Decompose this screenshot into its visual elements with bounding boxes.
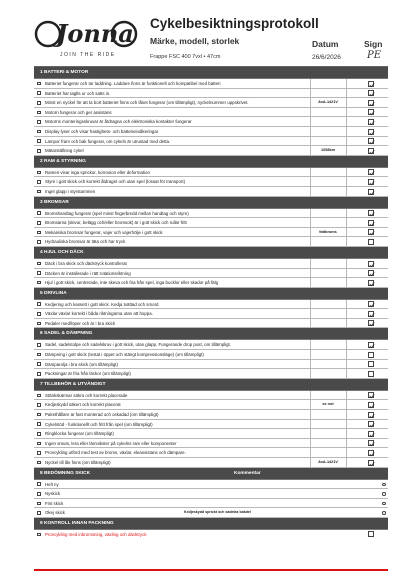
row-text: Ringklocka fungerar (om tillämpligt) xyxy=(45,431,114,437)
column-divider xyxy=(346,108,347,117)
row-marker xyxy=(37,190,41,194)
check-box[interactable] xyxy=(368,412,374,418)
checklist-row xyxy=(34,177,388,187)
row-marker xyxy=(37,130,41,134)
column-divider xyxy=(310,209,311,218)
check-box[interactable] xyxy=(368,531,374,537)
row-marker xyxy=(37,281,41,285)
checkmark-icon xyxy=(369,170,375,176)
check-box[interactable] xyxy=(368,261,374,267)
checkmark-icon xyxy=(369,343,375,349)
checkmark-icon xyxy=(369,190,375,196)
check-box[interactable] xyxy=(368,220,374,226)
checkmark-icon xyxy=(369,149,375,155)
column-divider xyxy=(346,228,347,237)
column-divider xyxy=(346,400,347,409)
column-divider xyxy=(310,168,311,177)
row-text: Inget glapp i styrstammen xyxy=(45,188,96,194)
row-text: Sadel, sadelstolpe och sadelskruv i gott skick, utan glapp. Fungerande drop post, om tillämpligt. xyxy=(45,342,231,348)
column-divider xyxy=(346,137,347,146)
column-divider xyxy=(346,309,347,318)
checklist-row xyxy=(34,300,388,310)
check-box[interactable] xyxy=(368,421,374,427)
check-box[interactable] xyxy=(368,100,374,106)
row-marker xyxy=(37,353,41,357)
column-divider xyxy=(310,391,311,400)
checkmark-icon xyxy=(369,432,375,438)
check-box[interactable] xyxy=(368,109,374,115)
column-divider xyxy=(310,79,311,88)
column-divider xyxy=(346,209,347,218)
column-divider xyxy=(310,269,311,278)
bike-info[interactable]: Frappe FSC 400 7vxl • 47cm xyxy=(150,54,221,60)
section-header: 2 RAM & STYRNING xyxy=(34,156,388,168)
row-marker xyxy=(37,221,41,225)
checklist-row xyxy=(34,350,388,360)
column-divider xyxy=(310,218,311,227)
column-divider xyxy=(310,187,311,196)
checklist-row xyxy=(34,400,388,410)
column-divider xyxy=(346,448,347,457)
row-marker xyxy=(37,511,41,515)
checklist-row xyxy=(34,259,388,269)
date-label: Datum xyxy=(312,39,339,49)
column-divider xyxy=(310,127,311,136)
column-divider xyxy=(310,137,311,146)
final-text: Provcykling med inbromsning, växling och däcktryck xyxy=(45,531,147,537)
grade-comment: Kedjeskydd sprickt och sadelax bakdel xyxy=(184,510,251,515)
column-divider xyxy=(346,98,347,107)
bike-logo-icon xyxy=(34,16,138,56)
grade-text: Nyskick xyxy=(45,491,61,497)
row-marker xyxy=(37,101,41,105)
bike-subtitle: Märke, modell, storlek xyxy=(150,36,240,46)
checklist-row xyxy=(34,360,388,370)
checklist-row xyxy=(34,237,388,247)
check-box[interactable] xyxy=(368,431,374,437)
page-title: Cykelbesiktningsprotokoll xyxy=(150,16,319,31)
column-divider xyxy=(310,300,311,309)
row-marker xyxy=(37,231,41,235)
final-row xyxy=(34,530,388,539)
row-marker xyxy=(37,171,41,175)
check-box[interactable] xyxy=(368,361,374,367)
column-divider xyxy=(346,177,347,186)
checkmark-icon xyxy=(369,82,375,88)
check-box[interactable] xyxy=(368,342,374,348)
checklist-row xyxy=(34,228,388,238)
column-divider xyxy=(310,237,311,246)
check-box[interactable] xyxy=(368,392,374,398)
row-marker xyxy=(37,240,41,244)
row-text: Styre i gott skick och korrekt åtdraget och utan spel (lossat för transport) xyxy=(45,179,186,185)
row-note: AxA-1421V xyxy=(318,100,338,105)
row-marker xyxy=(37,432,41,436)
row-marker xyxy=(37,394,41,398)
row-marker xyxy=(37,262,41,266)
column-divider xyxy=(310,309,311,318)
column-divider xyxy=(346,458,347,467)
grade-text: Helt ny xyxy=(45,481,59,487)
row-marker xyxy=(37,362,41,366)
row-text: Däcken är installerade i rätt rotationsriktning xyxy=(45,270,131,276)
column-divider xyxy=(310,360,311,369)
row-text: Stänkskärmar säkra och korrekt placerade xyxy=(45,392,128,398)
grade-text: Okej skick xyxy=(45,510,66,516)
row-marker xyxy=(37,312,41,316)
section-header: 4 HJUL OCH DÄCK xyxy=(34,247,388,259)
row-marker xyxy=(37,322,41,326)
checkmark-icon xyxy=(369,211,375,217)
grade-row xyxy=(34,480,388,490)
row-text: Pakethållare är fast monterad och oskadad (om tillämpligt) xyxy=(45,412,159,418)
row-text: Växlar växlar korrekt i båda riktningarna utan att hoppa. xyxy=(45,311,153,317)
column-divider xyxy=(346,429,347,438)
row-text: Batteriet har taglts ur och satts in. xyxy=(45,90,111,96)
check-box[interactable] xyxy=(368,169,374,175)
grade-row xyxy=(34,489,388,499)
checkmark-icon xyxy=(369,312,375,318)
checklist-row xyxy=(34,117,388,127)
checklist-row xyxy=(34,218,388,228)
row-marker xyxy=(37,82,41,86)
column-divider xyxy=(310,350,311,359)
checklist-row xyxy=(34,79,388,89)
row-marker xyxy=(37,502,41,506)
checkmark-icon xyxy=(369,120,375,126)
checklist-row xyxy=(34,108,388,118)
checklist-row xyxy=(34,340,388,350)
checkmark-icon xyxy=(369,403,375,409)
column-divider xyxy=(346,420,347,429)
section-header: 9 KONTROLL INNAN PACKNING xyxy=(34,518,388,530)
checklist-table xyxy=(34,66,388,539)
checkmark-icon xyxy=(369,281,375,287)
column-divider xyxy=(346,168,347,177)
grade-radio[interactable] xyxy=(382,483,386,487)
grade-radio[interactable] xyxy=(382,511,386,515)
section-header xyxy=(34,468,388,480)
grade-row xyxy=(34,499,388,509)
row-marker xyxy=(37,422,41,426)
check-box[interactable] xyxy=(368,270,374,276)
row-marker xyxy=(37,482,41,486)
column-divider xyxy=(310,410,311,419)
column-divider xyxy=(346,278,347,287)
row-marker xyxy=(37,533,41,537)
check-box[interactable] xyxy=(368,352,374,358)
checkmark-icon xyxy=(369,393,375,399)
checklist-row xyxy=(34,439,388,449)
checklist-row xyxy=(34,448,388,458)
row-marker xyxy=(37,403,41,407)
row-marker xyxy=(37,302,41,306)
column-divider xyxy=(310,448,311,457)
row-text: Hjul i gott skick, centrerade, inte skeva och fria från spel, inga bucklor eller skador på fälg xyxy=(45,280,219,286)
column-divider xyxy=(346,237,347,246)
checkmark-icon xyxy=(369,441,375,447)
row-marker xyxy=(37,139,41,143)
row-text: Kedjering och kassett i gott skick. Kedja tvättad och smord xyxy=(45,301,159,307)
column-divider xyxy=(310,369,311,378)
checkmark-icon xyxy=(369,461,375,467)
row-marker xyxy=(37,120,41,124)
check-box[interactable] xyxy=(368,129,374,135)
row-text: Cykelstöd - funktionellt och fritt från spel (om tillämpligt) xyxy=(45,421,153,427)
check-box[interactable] xyxy=(368,371,374,377)
checklist-row xyxy=(34,458,388,468)
row-marker xyxy=(37,343,41,347)
row-text: Packningar är fria från läckor (om tillämpligt) xyxy=(45,371,131,377)
row-text: Dämpning i gott skick (testat i öppet och stängt kompressionsläge) (om tillämpligt) xyxy=(45,352,204,358)
row-marker xyxy=(37,271,41,275)
row-text: Pedaler med/löper och är i bra skick xyxy=(45,320,116,326)
check-box[interactable] xyxy=(368,440,374,446)
row-marker xyxy=(37,111,41,115)
check-box[interactable] xyxy=(368,229,374,235)
checkmark-icon xyxy=(369,91,375,97)
row-text: Minst en nyckel för att ta bort batteriet finns och låset fungerar (om tillämpligt), nyckelnummer uppskrivet. xyxy=(45,100,249,106)
column-divider xyxy=(346,439,347,448)
row-note: AxA-1421V xyxy=(318,460,338,464)
sign-value[interactable]: PE xyxy=(367,50,382,61)
checklist-row xyxy=(34,98,388,108)
section-header: 7 TILLBEHÖR & UTVÄNDIGT xyxy=(34,379,388,391)
column-divider xyxy=(346,218,347,227)
check-box[interactable] xyxy=(368,179,374,185)
row-text: Kedjeskydd säkert och korrekt placerat xyxy=(45,402,121,408)
column-divider xyxy=(346,340,347,349)
checkmark-icon xyxy=(369,130,375,136)
column-divider xyxy=(310,429,311,438)
column-divider xyxy=(346,79,347,88)
column-divider xyxy=(346,350,347,359)
column-divider xyxy=(310,319,311,328)
checklist-row xyxy=(34,319,388,329)
section-header: 5 DRIVLINA xyxy=(34,288,388,300)
section-header: 6 SADEL & DÄMPNING xyxy=(34,328,388,340)
row-marker xyxy=(37,492,41,496)
checklist-row xyxy=(34,269,388,279)
column-divider xyxy=(346,300,347,309)
column-divider xyxy=(310,278,311,287)
section-header: 3 BROMSAR xyxy=(34,197,388,209)
checklist-row xyxy=(34,146,388,156)
column-divider xyxy=(346,117,347,126)
column-divider xyxy=(346,360,347,369)
checkmark-icon xyxy=(369,230,375,236)
check-box[interactable] xyxy=(368,460,374,466)
row-text: Ingen smuts, lera eller lämnikster på cykelns ram eller komponenter xyxy=(45,440,177,446)
sign-label: Sign xyxy=(364,39,383,49)
row-text: Provcykling utförd med test av broms, växlar, eleassistans och dämpare. xyxy=(45,450,186,456)
row-note: 1058km xyxy=(321,148,335,153)
checkmark-icon xyxy=(369,221,375,227)
row-note: se not xyxy=(322,402,334,407)
section-header: 1 BATTERI & MOTOR xyxy=(34,67,388,79)
checklist-row xyxy=(34,127,388,137)
checkmark-icon xyxy=(369,110,375,116)
logo-tagline: JOIN THE RIDE xyxy=(60,52,116,58)
column-divider xyxy=(310,259,311,268)
checkmark-icon xyxy=(369,271,375,277)
row-marker xyxy=(37,461,41,465)
check-box[interactable] xyxy=(368,301,374,307)
jonna-logo xyxy=(34,16,138,64)
logo-text: Jonna xyxy=(56,19,134,48)
checklist-row xyxy=(34,209,388,219)
column-divider xyxy=(310,117,311,126)
row-text: Motorn fungerar och ger assistans xyxy=(45,109,112,115)
checklist-row xyxy=(34,410,388,420)
header xyxy=(34,12,388,70)
row-text: Batteriet fungerar och tar laddning. Laddare finns är funktionell och kompatibel med batteri xyxy=(45,81,221,86)
row-marker xyxy=(37,442,41,446)
checkmark-icon xyxy=(369,101,375,107)
column-divider xyxy=(346,410,347,419)
row-text: Motorns monteringsskruvar är åtdragna och elektroniska kontakter fungerar xyxy=(45,119,192,125)
column-divider xyxy=(346,369,347,378)
column-divider xyxy=(310,340,311,349)
column-divider xyxy=(310,439,311,448)
checklist-row xyxy=(34,391,388,401)
checkmark-icon xyxy=(369,180,375,186)
row-text: Bromsarna (skivor, belägg och/eller bromsok) är i gott skick och rullar fritt xyxy=(45,220,187,226)
column-divider xyxy=(310,177,311,186)
checkmark-icon xyxy=(369,262,375,268)
checklist-row xyxy=(34,137,388,147)
check-box[interactable] xyxy=(368,311,374,317)
checkmark-icon xyxy=(369,321,375,327)
column-divider xyxy=(346,146,347,155)
check-box[interactable] xyxy=(368,138,374,144)
checklist-row xyxy=(34,429,388,439)
row-marker xyxy=(37,211,41,215)
grade-row xyxy=(34,508,388,518)
checklist-row xyxy=(34,89,388,99)
check-box[interactable] xyxy=(368,239,374,245)
check-box[interactable] xyxy=(368,402,374,408)
row-text: Lampor fram och bak fungerar, om cykeln är utrustad med detta. xyxy=(45,138,171,144)
row-text: Däck i bra skick och däcktryck kontrollerat xyxy=(45,260,127,266)
row-text: Mekaniska bromsar fungerar, vajer och vajerhölje i gott skick xyxy=(45,229,163,235)
row-text: Bromshandtag fungerar (spel minst fingerbredd mellan handtag och styre) xyxy=(45,210,189,216)
column-divider xyxy=(310,89,311,98)
row-text: Nyckel till lås finns (om tillämpligt) xyxy=(45,460,111,465)
check-box[interactable] xyxy=(368,119,374,125)
row-text: Display lyser och visar hastighets- och batterieindikeringar xyxy=(45,128,159,134)
row-marker xyxy=(37,372,41,376)
check-box[interactable] xyxy=(368,280,374,286)
check-box[interactable] xyxy=(368,320,374,326)
check-box[interactable] xyxy=(368,450,374,456)
comment-label: Kommentar xyxy=(234,470,261,476)
column-divider xyxy=(346,319,347,328)
check-box[interactable] xyxy=(368,189,374,195)
checklist-row xyxy=(34,420,388,430)
checklist-row xyxy=(34,278,388,288)
checkmark-icon xyxy=(369,139,375,145)
date-value[interactable]: 26/6/2026 xyxy=(312,54,341,61)
checklist-row xyxy=(34,369,388,379)
row-marker xyxy=(37,413,41,417)
checklist-row xyxy=(34,187,388,197)
row-text: Ramen visar inga sprickor, korrosion eller deformation xyxy=(45,169,150,175)
column-divider xyxy=(346,187,347,196)
red-underline xyxy=(34,569,388,571)
checklist-row xyxy=(34,168,388,178)
row-marker xyxy=(37,451,41,455)
row-text: Hydrauliska bromsar är täta och har tryck xyxy=(45,239,126,245)
checklist-row xyxy=(34,309,388,319)
row-marker xyxy=(37,149,41,153)
check-box[interactable] xyxy=(368,148,374,154)
column-divider xyxy=(346,259,347,268)
column-divider xyxy=(346,269,347,278)
grade-text: Fint skick xyxy=(45,500,64,506)
check-box[interactable] xyxy=(368,81,374,87)
row-text: Mätarställning cykel xyxy=(45,148,84,154)
checkmark-icon xyxy=(369,422,375,428)
checkmark-icon xyxy=(369,451,375,457)
checkmark-icon xyxy=(369,302,375,308)
column-divider xyxy=(346,127,347,136)
column-divider xyxy=(310,108,311,117)
grade-radio[interactable] xyxy=(382,492,386,496)
row-marker xyxy=(37,180,41,184)
column-divider xyxy=(310,420,311,429)
row-marker xyxy=(37,91,41,95)
check-box[interactable] xyxy=(368,90,374,96)
grade-title: 8 BEDÖMNING SKICK xyxy=(40,470,91,476)
row-note: fattbroms xyxy=(319,229,337,234)
column-divider xyxy=(346,89,347,98)
check-box[interactable] xyxy=(368,210,374,216)
column-divider xyxy=(346,391,347,400)
checkmark-icon xyxy=(369,413,375,419)
row-text: Dämparolja i bra skick (om tillämpligt) xyxy=(45,361,118,367)
grade-radio[interactable] xyxy=(382,502,386,506)
